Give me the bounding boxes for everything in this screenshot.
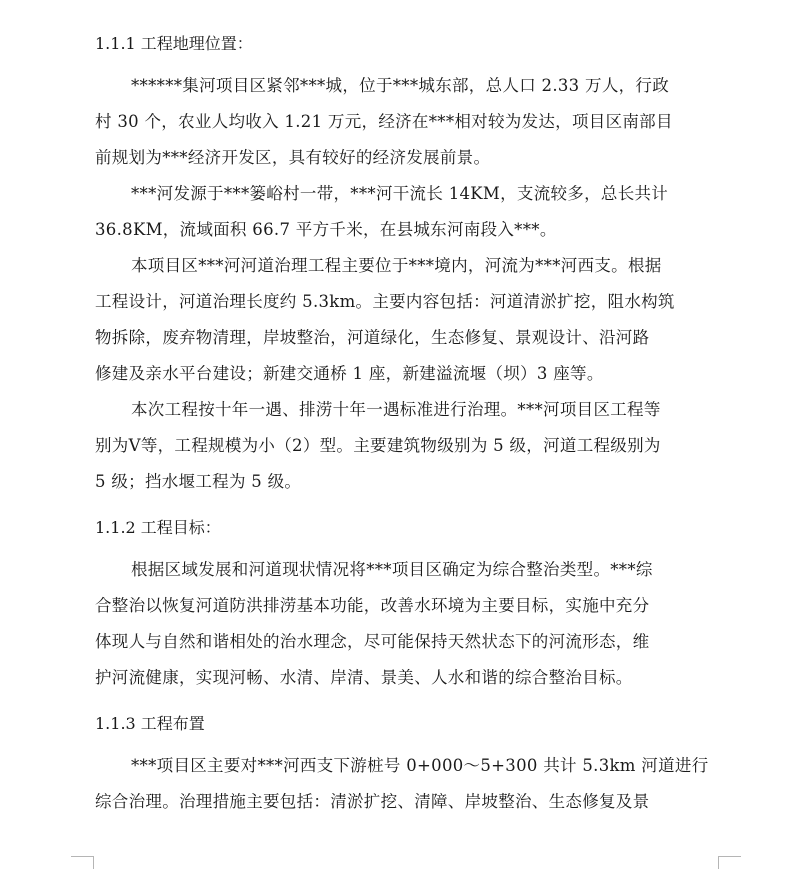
text-line: 本项目区***河河道治理工程主要位于***境内，河流为***河西支。根据 [131, 256, 662, 275]
paragraph-layout [95, 748, 720, 820]
text-line: 修建及亲水平台建设；新建交通桥 1 座，新建溢流堰（坝）3 座等。 [95, 364, 604, 383]
page-corner-mark-left [71, 856, 94, 869]
text-line: ***项目区主要对***河西支下游桩号 0+000～5+300 共计 5.3km 河道进行 [131, 756, 709, 775]
text-line: 护河流健康，实现河畅、水清、岸清、景美、人水和谐的综合整治目标。 [95, 668, 633, 687]
section-heading-layout: 1.1.3 工程布置 [95, 714, 205, 733]
paragraph-location [95, 68, 720, 176]
paragraph-goals [95, 552, 720, 696]
text-line: 本次工程按十年一遇、排涝十年一遇标准进行治理。***河项目区工程等 [131, 400, 661, 419]
text-line: 合整治以恢复河道防洪排涝基本功能，改善水环境为主要目标，实施中充分 [95, 596, 650, 615]
text-line: 5 级；挡水堰工程为 5 级。 [95, 472, 302, 491]
text-line: 体现人与自然和谐相处的治水理念，尽可能保持天然状态下的河流形态，维 [95, 632, 650, 651]
text-line: 综合治理。治理措施主要包括：清淤扩挖、清障、岸坡整治、生态修复及景 [95, 792, 650, 811]
text-line: 前规划为***经济开发区，具有较好的经济发展前景。 [95, 148, 491, 167]
text-line: ***河发源于***篓峪村一带，***河干流长 14KM，支流较多，总长共计 [131, 184, 669, 203]
paragraph-standards [95, 392, 720, 500]
text-line: 工程设计，河道治理长度约 5.3km。主要内容包括：河道清淤扩挖，阻水构筑 [95, 292, 675, 311]
text-line: 别为Ⅴ等，工程规模为小（2）型。主要建筑物级别为 5 级，河道工程级别为 [95, 436, 661, 455]
paragraph-river-source [95, 176, 720, 248]
text-line: 根据区域发展和河道现状情况将***项目区确定为综合整治类型。***综 [131, 560, 653, 579]
text-line: ******集河项目区紧邻***城，位于***城东部，总人口 2.33 万人，行政 [131, 76, 670, 95]
text-line: 物拆除，废弃物清理，岸坡整治，河道绿化，生态修复、景观设计、沿河路 [95, 328, 650, 347]
text-line: 村 30 个，农业人均收入 1.21 万元，经济在***相对较为发达，项目区南部目 [95, 112, 673, 131]
section-heading-goals: 1.1.2 工程目标： [95, 518, 221, 537]
document-body [95, 26, 720, 820]
page-corner-mark-right [718, 856, 741, 869]
section-heading-location: 1.1.1 工程地理位置： [95, 34, 253, 53]
text-line: 36.8KM，流域面积 66.7 平方千米，在县城东河南段入***。 [95, 220, 557, 239]
paragraph-project-scope [95, 248, 720, 392]
